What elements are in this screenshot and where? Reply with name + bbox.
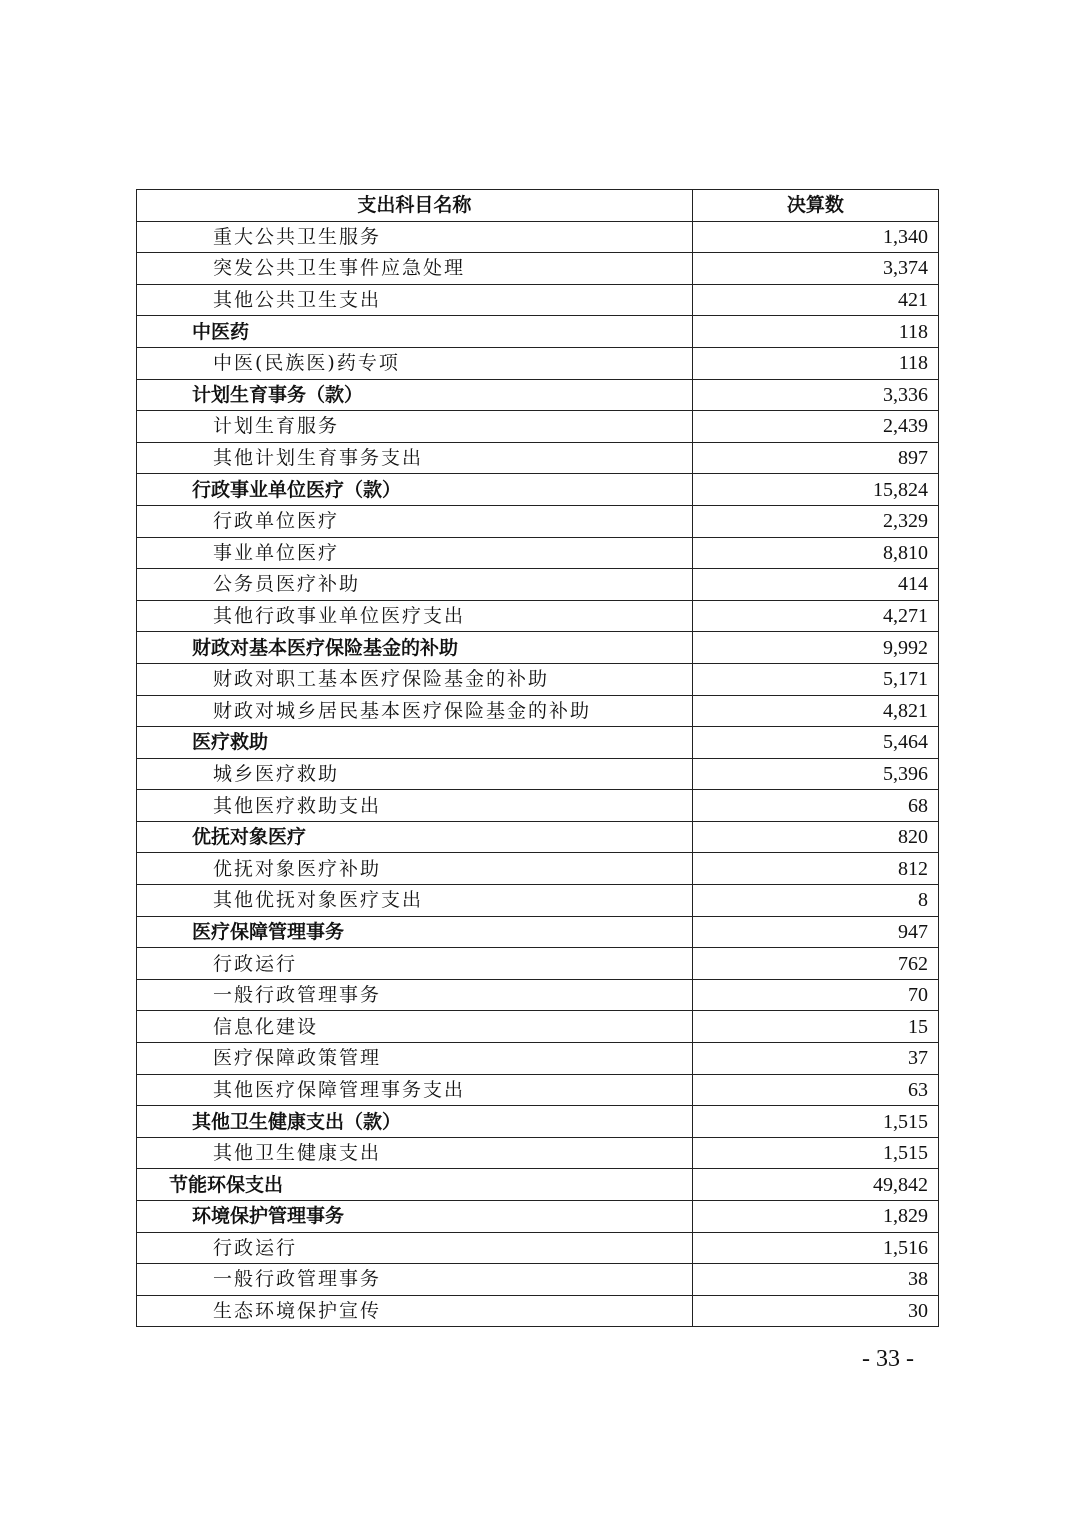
amount-cell: 9,992 (692, 632, 938, 664)
amount-cell: 49,842 (692, 1169, 938, 1201)
amount-cell: 820 (692, 821, 938, 853)
amount-cell: 2,329 (692, 505, 938, 537)
item-name-cell: 中医药 (137, 316, 693, 348)
table-row (137, 1169, 939, 1201)
item-name-cell: 其他公共卫生支出 (137, 284, 693, 316)
amount-cell: 947 (692, 916, 938, 948)
amount-cell: 762 (692, 948, 938, 980)
item-name-cell: 优抚对象医疗 (137, 821, 693, 853)
table-row (137, 569, 939, 601)
item-name-cell: 环境保护管理事务 (137, 1201, 693, 1233)
amount-cell: 3,374 (692, 253, 938, 285)
amount-cell: 37 (692, 1043, 938, 1075)
item-name-cell: 计划生育服务 (137, 411, 693, 443)
page-number: - 33 - (862, 1346, 914, 1372)
item-name-cell: 一般行政管理事务 (137, 979, 693, 1011)
table-row (137, 505, 939, 537)
amount-cell: 4,821 (692, 695, 938, 727)
item-name-cell: 公务员医疗补助 (137, 569, 693, 601)
table-row (137, 253, 939, 285)
amount-cell: 812 (692, 853, 938, 885)
item-name-cell: 财政对城乡居民基本医疗保险基金的补助 (137, 695, 693, 727)
table-row (137, 885, 939, 917)
amount-cell: 63 (692, 1074, 938, 1106)
amount-cell: 2,439 (692, 411, 938, 443)
item-name-cell: 信息化建设 (137, 1011, 693, 1043)
item-name-cell: 行政单位医疗 (137, 505, 693, 537)
table-row (137, 1201, 939, 1233)
amount-cell: 38 (692, 1264, 938, 1296)
item-name-cell: 医疗保障政策管理 (137, 1043, 693, 1075)
amount-cell: 5,171 (692, 663, 938, 695)
item-name-cell: 中医(民族医)药专项 (137, 347, 693, 379)
amount-cell: 1,515 (692, 1106, 938, 1138)
table-row (137, 1074, 939, 1106)
table-row (137, 727, 939, 759)
table-row (137, 379, 939, 411)
expenditure-table (136, 189, 939, 1327)
amount-cell: 8 (692, 885, 938, 917)
table-row (137, 316, 939, 348)
amount-cell: 1,340 (692, 221, 938, 253)
table-row (137, 916, 939, 948)
amount-cell: 3,336 (692, 379, 938, 411)
item-name-cell: 其他计划生育事务支出 (137, 442, 693, 474)
table-row (137, 221, 939, 253)
table-row (137, 347, 939, 379)
item-name-cell: 其他卫生健康支出 (137, 1137, 693, 1169)
table-row (137, 821, 939, 853)
table-row (137, 474, 939, 506)
item-name-cell: 医疗救助 (137, 727, 693, 759)
item-name-cell: 计划生育事务（款） (137, 379, 693, 411)
table-row (137, 1043, 939, 1075)
item-name-cell: 其他卫生健康支出（款） (137, 1106, 693, 1138)
amount-cell: 68 (692, 790, 938, 822)
item-name-cell: 生态环境保护宣传 (137, 1295, 693, 1327)
item-name-cell: 城乡医疗救助 (137, 758, 693, 790)
amount-cell: 421 (692, 284, 938, 316)
amount-cell: 118 (692, 316, 938, 348)
header-amount: 决算数 (692, 190, 938, 222)
item-name-cell: 事业单位医疗 (137, 537, 693, 569)
amount-cell: 15,824 (692, 474, 938, 506)
table-row (137, 411, 939, 443)
table-row (137, 663, 939, 695)
amount-cell: 118 (692, 347, 938, 379)
table-row (137, 442, 939, 474)
amount-cell: 414 (692, 569, 938, 601)
table-row (137, 1264, 939, 1296)
item-name-cell: 节能环保支出 (137, 1169, 693, 1201)
amount-cell: 1,516 (692, 1232, 938, 1264)
amount-cell: 30 (692, 1295, 938, 1327)
item-name-cell: 重大公共卫生服务 (137, 221, 693, 253)
amount-cell: 70 (692, 979, 938, 1011)
table-row (137, 1106, 939, 1138)
item-name-cell: 行政运行 (137, 948, 693, 980)
item-name-cell: 突发公共卫生事件应急处理 (137, 253, 693, 285)
table-header-row (137, 190, 939, 222)
item-name-cell: 优抚对象医疗补助 (137, 853, 693, 885)
item-name-cell: 其他医疗保障管理事务支出 (137, 1074, 693, 1106)
item-name-cell: 其他医疗救助支出 (137, 790, 693, 822)
amount-cell: 5,464 (692, 727, 938, 759)
amount-cell: 897 (692, 442, 938, 474)
table-body (137, 221, 939, 1327)
amount-cell: 8,810 (692, 537, 938, 569)
item-name-cell: 其他优抚对象医疗支出 (137, 885, 693, 917)
table-row (137, 1137, 939, 1169)
amount-cell: 1,515 (692, 1137, 938, 1169)
header-item-name: 支出科目名称 (137, 190, 693, 222)
item-name-cell: 医疗保障管理事务 (137, 916, 693, 948)
table-row (137, 632, 939, 664)
item-name-cell: 一般行政管理事务 (137, 1264, 693, 1296)
table-row (137, 790, 939, 822)
table-row (137, 1232, 939, 1264)
table-row (137, 948, 939, 980)
item-name-cell: 其他行政事业单位医疗支出 (137, 600, 693, 632)
table-row (137, 600, 939, 632)
table-row (137, 284, 939, 316)
table-row (137, 979, 939, 1011)
item-name-cell: 行政事业单位医疗（款） (137, 474, 693, 506)
amount-cell: 1,829 (692, 1201, 938, 1233)
table-row (137, 1295, 939, 1327)
amount-cell: 4,271 (692, 600, 938, 632)
item-name-cell: 行政运行 (137, 1232, 693, 1264)
amount-cell: 5,396 (692, 758, 938, 790)
amount-cell: 15 (692, 1011, 938, 1043)
table-row (137, 1011, 939, 1043)
table-row (137, 537, 939, 569)
item-name-cell: 财政对基本医疗保险基金的补助 (137, 632, 693, 664)
item-name-cell: 财政对职工基本医疗保险基金的补助 (137, 663, 693, 695)
table-row (137, 853, 939, 885)
table-row (137, 695, 939, 727)
table-row (137, 758, 939, 790)
